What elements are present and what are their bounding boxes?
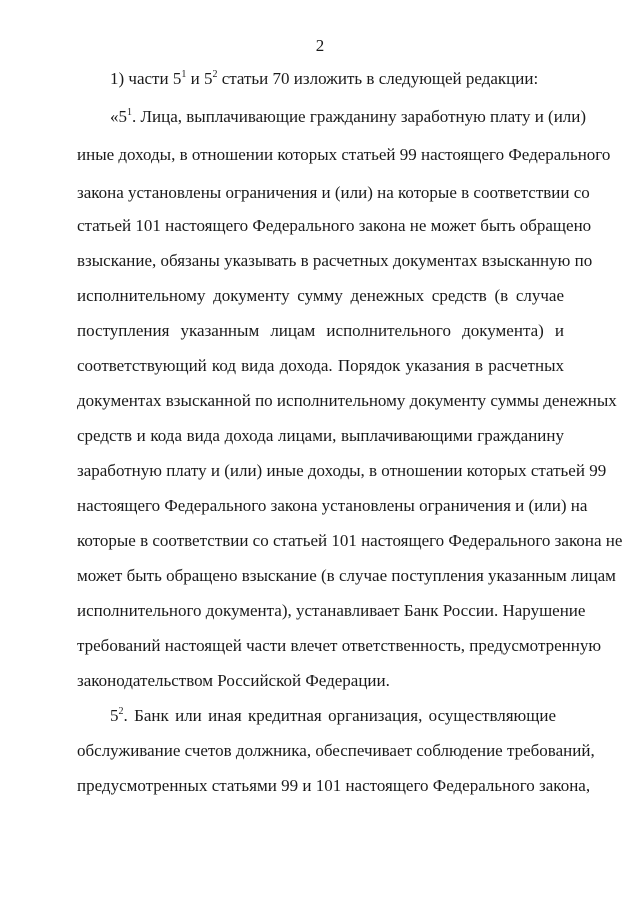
text-line: [110, 706, 556, 726]
text-run: 1) части 5: [110, 69, 182, 88]
text-run: и 5: [186, 69, 213, 88]
text-run: иные доходы, в отношении которых статьей 99 настоящего Федерального: [77, 145, 611, 164]
text-run: заработную плату и (или) иные доходы, в отношении которых статьей 99: [77, 461, 607, 480]
text-run: статьи 70 изложить в следующей редакции:: [217, 69, 539, 88]
text-line: [77, 461, 607, 481]
text-run: исполнительного документа), устанавливает Банк России. Нарушение: [77, 601, 586, 620]
text-run: взыскание, обязаны указывать в расчетных документах взысканную по: [77, 251, 593, 270]
text-run: соответствующий код вида дохода. Порядок указания в расчетных: [77, 356, 564, 375]
text-line: [77, 601, 586, 621]
text-line: [77, 671, 564, 691]
text-run: предусмотренных статьями 99 и 101 настоящего Федерального закона,: [77, 776, 591, 795]
text-line: [77, 216, 592, 236]
text-run: закона установлены ограничения и (или) на которые в соответствии со: [77, 183, 590, 202]
text-run: . Лица, выплачивающие гражданину заработную плату и (или): [132, 107, 587, 126]
superscript: 1: [127, 107, 132, 118]
text-line: [77, 391, 617, 411]
text-run: поступления указанным лицам исполнительного документа) и: [77, 321, 564, 340]
text-line: [77, 356, 564, 376]
superscript: 1: [181, 69, 187, 80]
text-run: «5: [110, 107, 127, 126]
text-line: [77, 321, 564, 341]
text-line: [77, 426, 564, 446]
text-run: . Банк или иная кредитная организация, осуществляющие: [123, 706, 556, 725]
text-line: [77, 183, 590, 203]
text-run: настоящего Федерального закона установлены ограничения и (или) на: [77, 496, 588, 515]
superscript: 2: [118, 706, 124, 717]
text-run: исполнительному документу сумму денежных средств (в случае: [77, 286, 564, 305]
text-line: [77, 776, 591, 796]
text-run: обслуживание счетов должника, обеспечивает соблюдение требований,: [77, 741, 595, 760]
text-line: [77, 145, 611, 165]
text-line: [77, 496, 588, 516]
text-line: [110, 69, 539, 89]
text-run: статьей 101 настоящего Федерального закона не может быть обращено: [77, 216, 592, 235]
text-line: [77, 251, 593, 271]
text-line: [77, 741, 595, 761]
text-line: [110, 107, 587, 127]
text-line: [77, 636, 602, 656]
text-run: документах взысканной по исполнительному документу суммы денежных: [77, 391, 617, 410]
page-number: 2: [315, 36, 325, 55]
text-run: средств и кода вида дохода лицами, выплачивающими гражданину: [77, 426, 564, 445]
text-run: может быть обращено взыскание (в случае поступления указанным лицам: [77, 566, 616, 585]
text-run: законодательством Российской Федерации.: [77, 671, 390, 690]
text-line: [77, 566, 616, 586]
text-run: требований настоящей части влечет ответственность, предусмотренную: [77, 636, 602, 655]
text-line: [77, 286, 564, 306]
text-run: которые в соответствии со статьей 101 настоящего Федерального закона не: [77, 531, 623, 550]
text-line: [77, 531, 623, 551]
superscript: 2: [212, 69, 218, 80]
text-run: 5: [110, 706, 119, 725]
